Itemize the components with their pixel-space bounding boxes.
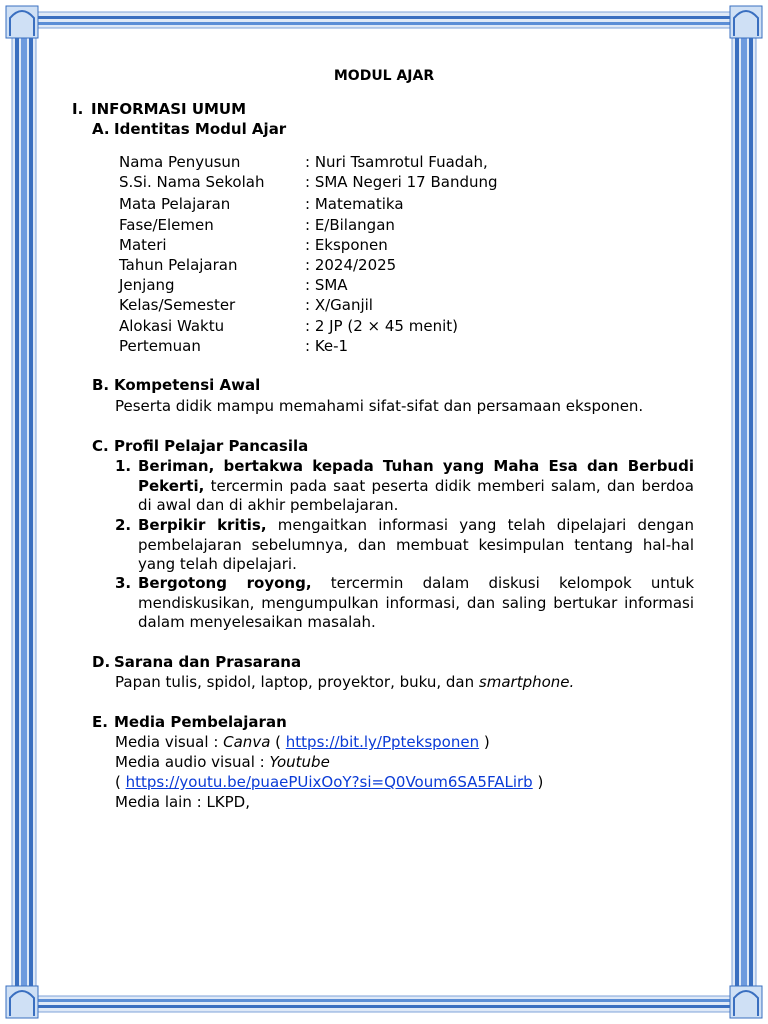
identity-label: Jenjang xyxy=(119,276,175,294)
subheading-number: C. xyxy=(92,437,109,455)
identity-row xyxy=(119,296,373,316)
identity-label: Materi xyxy=(119,236,167,254)
document-title: MODUL AJAR xyxy=(333,68,435,84)
identity-row xyxy=(119,337,348,357)
identity-row xyxy=(119,216,395,236)
media-visual-name: Canva xyxy=(223,733,271,751)
identity-row xyxy=(119,236,388,256)
list-text xyxy=(138,574,694,633)
media-audio-line xyxy=(115,753,330,771)
media-visual-open: ( xyxy=(270,733,286,751)
kompetensi-text: Peserta didik mampu memahami sifat-sifat dan persamaan eksponen. xyxy=(115,397,644,415)
identity-label: Pertemuan xyxy=(119,337,201,355)
identity-row xyxy=(119,317,458,337)
list-text xyxy=(138,516,694,575)
identity-value: : SMA Negeri 17 Bandung xyxy=(305,173,498,191)
media-audio-link-line xyxy=(115,773,543,791)
list-bold-text: Berpikir kritis, xyxy=(138,516,267,534)
corner-ornament-tl xyxy=(6,6,38,38)
subheading-label: Sarana dan Prasarana xyxy=(114,653,302,671)
identity-row xyxy=(119,195,404,215)
subheading-label: Profil Pelajar Pancasila xyxy=(114,437,309,455)
identity-label: Kelas/Semester xyxy=(119,296,236,314)
media-visual-prefix: Media visual : xyxy=(115,733,224,751)
media-other-line: Media lain : LKPD, xyxy=(115,793,250,811)
subheading-identitas xyxy=(92,120,286,138)
identity-label: Alokasi Waktu xyxy=(119,317,225,335)
sarana-text-main: Papan tulis, spidol, laptop, proyektor, buku, dan xyxy=(115,673,479,691)
subheading-label: Media Pembelajaran xyxy=(114,713,287,731)
identity-value: : 2 JP (2 × 45 menit) xyxy=(305,317,458,335)
media-audio-open: ( xyxy=(115,773,126,791)
identity-label: Fase/Elemen xyxy=(119,216,214,234)
corner-ornament-bl xyxy=(6,986,38,1018)
subheading-number: E. xyxy=(92,713,108,731)
identity-row xyxy=(119,256,396,276)
list-number: 1. xyxy=(115,457,132,475)
identity-value: : Ke-1 xyxy=(305,337,349,355)
list-item xyxy=(115,574,694,633)
corner-ornament-tr xyxy=(730,6,762,38)
sarana-text xyxy=(115,673,574,691)
section-label: INFORMASI UMUM xyxy=(91,100,247,118)
list-bold-text: Bergotong royong, xyxy=(138,574,312,592)
section-heading-informasi-umum xyxy=(72,100,246,118)
list-text xyxy=(138,457,694,516)
identity-row xyxy=(119,276,348,296)
list-item xyxy=(115,457,694,516)
media-audio-name: Youtube xyxy=(269,753,330,771)
identity-value: : X/Ganjil xyxy=(305,296,373,314)
identity-value: : SMA xyxy=(305,276,348,294)
identity-row xyxy=(119,153,488,173)
list-item xyxy=(115,516,694,575)
subheading-label: Identitas Modul Ajar xyxy=(114,120,287,138)
identity-value: : 2024/2025 xyxy=(305,256,397,274)
list-number: 2. xyxy=(115,516,132,534)
identity-value: : E/Bilangan xyxy=(305,216,395,234)
section-number: I. xyxy=(72,100,84,118)
subheading-kompetensi xyxy=(92,376,260,394)
list-number: 3. xyxy=(115,574,132,592)
subheading-number: B. xyxy=(92,376,110,394)
identity-value: : Nuri Tsamrotul Fuadah, xyxy=(305,153,488,171)
list-bold-text: Beriman, bertakwa kepada Tuhan yang Maha Esa dan Berbudi Pekerti, xyxy=(138,457,694,495)
sarana-text-italic: smartphone. xyxy=(478,673,575,691)
identity-label: Mata Pelajaran xyxy=(119,195,231,213)
media-visual-line xyxy=(115,733,490,751)
youtube-link[interactable]: https://youtu.be/puaePUixOoY?si=Q0Voum6SA5FALirb xyxy=(125,773,533,791)
identity-row xyxy=(119,173,498,193)
identity-label: Nama Penyusun xyxy=(119,153,241,171)
subheading-number: D. xyxy=(92,653,111,671)
media-audio-prefix: Media audio visual : xyxy=(115,753,270,771)
subheading-media xyxy=(92,713,287,731)
list-body-text: mengaitkan informasi yang telah dipelajari dengan pembelajaran sebelumnya, dan membuat kesimpulan tentang hal-hal yang telah dipelajari. xyxy=(138,516,694,573)
subheading-profil xyxy=(92,437,308,455)
identity-value: : Matematika xyxy=(305,195,404,213)
identity-value: : Eksponen xyxy=(305,236,388,254)
subheading-number: A. xyxy=(92,120,110,138)
subheading-label: Kompetensi Awal xyxy=(114,376,261,394)
identity-label: S.Si. Nama Sekolah xyxy=(119,173,265,191)
list-body-text: tercermin dalam diskusi kelompok untuk mendiskusikan, mengumpulkan informasi, dan saling bertukar informasi dalam menyelesaikan masalah. xyxy=(138,574,695,631)
media-visual-close: ) xyxy=(479,733,490,751)
list-body-text: tercermin pada saat peserta didik memberi salam, dan berdoa di awal dan di akhir pembelajaran. xyxy=(138,476,694,514)
identity-label: Tahun Pelajaran xyxy=(119,256,238,274)
canva-link[interactable]: https://bit.ly/Ppteksponen xyxy=(285,733,480,751)
corner-ornament-br xyxy=(730,986,762,1018)
subheading-sarana xyxy=(92,653,301,671)
media-audio-close: ) xyxy=(532,773,544,791)
